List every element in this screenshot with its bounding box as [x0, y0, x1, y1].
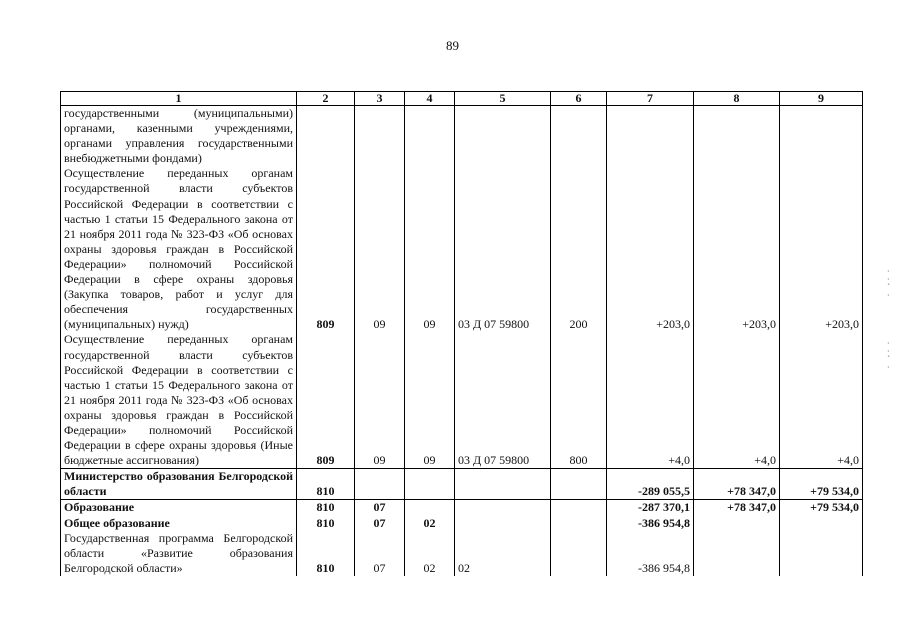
- table-row: [61, 106, 863, 167]
- table-row: [61, 531, 863, 576]
- cell-subsection: 02: [405, 531, 455, 576]
- cell-subsection: 09: [405, 332, 455, 468]
- cell-target-article: [455, 516, 551, 531]
- cell-amount-3: +203,0: [780, 166, 863, 332]
- cell-section: 07: [355, 500, 405, 516]
- cell-amount-2: +78 347,0: [694, 469, 780, 500]
- row-name: Общее образование: [61, 516, 297, 531]
- cell-amount-2: +203,0: [694, 166, 780, 332]
- column-header: 2: [297, 92, 355, 106]
- cell-expense-type: [551, 516, 607, 531]
- column-header: 9: [780, 92, 863, 106]
- cell-target-article: 03 Д 07 59800: [455, 332, 551, 468]
- cell-target-article: 03 Д 07 59800: [455, 166, 551, 332]
- cell-ministry-code: [297, 106, 355, 167]
- column-header: 6: [551, 92, 607, 106]
- row-name: Министерство образования Белгородской области: [61, 469, 297, 500]
- cell-expense-type: 800: [551, 332, 607, 468]
- cell-amount-3: +79 534,0: [780, 500, 863, 516]
- cell-amount-3: +4,0: [780, 332, 863, 468]
- table-row: [61, 516, 863, 531]
- cell-expense-type: [551, 469, 607, 500]
- scan-margin-mark: · · ˋ ·: [887, 267, 891, 300]
- cell-ministry-code: 809: [297, 166, 355, 332]
- row-name: Государственная программа Белгородской области «Развитие образования Белгородской области»: [61, 531, 297, 576]
- cell-subsection: 02: [405, 516, 455, 531]
- budget-table: [60, 91, 863, 576]
- cell-amount-3: [780, 106, 863, 167]
- cell-section: 09: [355, 332, 405, 468]
- cell-expense-type: [551, 531, 607, 576]
- cell-amount-3: +79 534,0: [780, 469, 863, 500]
- table-row: [61, 469, 863, 500]
- table-header-row: [61, 92, 863, 106]
- cell-ministry-code: 809: [297, 332, 355, 468]
- cell-amount-2: [694, 516, 780, 531]
- cell-amount-1: +4,0: [607, 332, 694, 468]
- cell-section: 09: [355, 166, 405, 332]
- cell-amount-1: -289 055,5: [607, 469, 694, 500]
- column-header: 1: [61, 92, 297, 106]
- cell-expense-type: 200: [551, 166, 607, 332]
- scan-margin-mark: · · ˋ ·: [887, 339, 891, 372]
- cell-amount-1: -386 954,8: [607, 531, 694, 576]
- cell-expense-type: [551, 500, 607, 516]
- column-header: 4: [405, 92, 455, 106]
- column-header: 3: [355, 92, 405, 106]
- cell-subsection: [405, 106, 455, 167]
- cell-amount-2: +78 347,0: [694, 500, 780, 516]
- cell-subsection: 09: [405, 166, 455, 332]
- cell-section: [355, 106, 405, 167]
- column-header: 5: [455, 92, 551, 106]
- cell-ministry-code: 810: [297, 516, 355, 531]
- cell-section: 07: [355, 516, 405, 531]
- cell-subsection: [405, 500, 455, 516]
- table-row: [61, 500, 863, 516]
- cell-amount-1: -287 370,1: [607, 500, 694, 516]
- cell-expense-type: [551, 106, 607, 167]
- table-row: [61, 332, 863, 468]
- cell-amount-3: [780, 516, 863, 531]
- table-row: [61, 166, 863, 332]
- cell-amount-2: [694, 106, 780, 167]
- cell-ministry-code: 810: [297, 500, 355, 516]
- cell-amount-3: [780, 531, 863, 576]
- cell-amount-2: [694, 531, 780, 576]
- column-header: 8: [694, 92, 780, 106]
- cell-amount-1: [607, 106, 694, 167]
- row-name: Осуществление переданных органам государственной власти субъектов Российской Федерации в соответствии с частью 1 статьи 15 Федерального закона от 21 ноября 2011 года № 323-ФЗ «Об основах охраны здоровья граждан в Российской Федерации» полномочий Российской Федерации в сфере охраны здоровья (Закупка товаров, работ и услуг для обеспечения государственных (муниципальных) нужд): [61, 166, 297, 332]
- cell-amount-1: -386 954,8: [607, 516, 694, 531]
- cell-section: [355, 469, 405, 500]
- cell-target-article: [455, 469, 551, 500]
- cell-subsection: [405, 469, 455, 500]
- column-header: 7: [607, 92, 694, 106]
- cell-amount-2: +4,0: [694, 332, 780, 468]
- cell-amount-1: +203,0: [607, 166, 694, 332]
- cell-ministry-code: 810: [297, 469, 355, 500]
- row-name: Осуществление переданных органам государственной власти субъектов Российской Федерации в соответствии с частью 1 статьи 15 Федерального закона от 21 ноября 2011 года № 323-ФЗ «Об основах охраны здоровья граждан в Российской Федерации» полномочий Российской Федерации в сфере охраны здоровья (Иные бюджетные ассигнования): [61, 332, 297, 468]
- row-name: государственными (муниципальными) органами, казенными учреждениями, органами управления государственными внебюджетными фондами): [61, 106, 297, 167]
- cell-ministry-code: 810: [297, 531, 355, 576]
- page-number: 89: [446, 38, 459, 53]
- cell-target-article: [455, 106, 551, 167]
- row-name: Образование: [61, 500, 297, 516]
- cell-target-article: [455, 500, 551, 516]
- cell-target-article: 02: [455, 531, 551, 576]
- cell-section: 07: [355, 531, 405, 576]
